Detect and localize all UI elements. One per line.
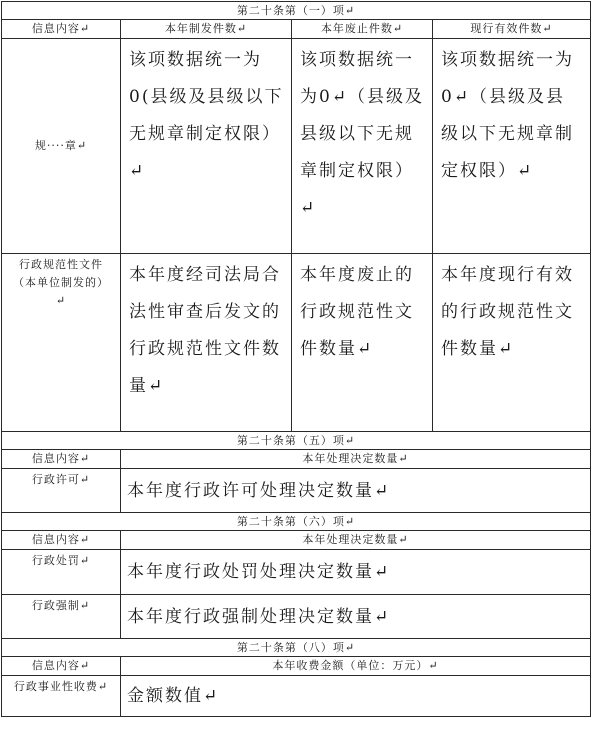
header-row xyxy=(2,531,591,550)
column-header: 信息内容↵ xyxy=(2,450,121,469)
column-header: 信息内容↵ xyxy=(2,531,121,550)
table-row xyxy=(2,254,591,432)
table-cell: 该项数据统一为0(县级及县级以下无规章制定权限）↵ xyxy=(121,39,292,254)
table-cell: 本年度现行有效的行政规范性文件数量↵ xyxy=(433,254,591,432)
row-label: 行政强制↵ xyxy=(2,595,121,639)
table-row xyxy=(2,39,591,254)
table-cell: 本年度行政许可处理决定数量↵ xyxy=(121,469,591,513)
row-label: 行政许可↵ xyxy=(2,469,121,513)
header-row xyxy=(2,20,591,39)
section-title: 第二十条第（八）项↵ xyxy=(2,639,591,657)
row-label: 行政事业性收费↵ xyxy=(2,676,121,717)
column-header: 信息内容↵ xyxy=(2,657,121,676)
table-cell: 本年度废止的行政规范性文件数量↵ xyxy=(292,254,433,432)
section-title-row xyxy=(2,2,591,20)
table-row xyxy=(2,469,591,513)
table-cell: 本年度行政强制处理决定数量↵ xyxy=(121,595,591,639)
table-cell: 该项数据统一为0↵（县级及县级以下无规章制定权限）↵ xyxy=(292,39,433,254)
column-header: 本年废止件数↵ xyxy=(292,20,433,39)
disclosure-table xyxy=(1,1,591,717)
table-cell: 本年度行政处罚处理决定数量↵ xyxy=(121,550,591,595)
column-header: 本年收费金额（单位：万元）↵ xyxy=(121,657,591,676)
section-title: 第二十条第（一）项↵ xyxy=(2,2,591,20)
section-title: 第二十条第（六）项↵ xyxy=(2,513,591,531)
column-header: 本年处理决定数量↵ xyxy=(121,450,591,469)
row-label: 行政处罚↵ xyxy=(2,550,121,595)
section-title: 第二十条第（五）项↵ xyxy=(2,432,591,450)
header-row xyxy=(2,657,591,676)
column-header: 本年处理决定数量↵ xyxy=(121,531,591,550)
table-cell: 本年度经司法局合法性审查后发文的行政规范性文件数量↵ xyxy=(121,254,292,432)
table-row xyxy=(2,676,591,717)
header-row xyxy=(2,450,591,469)
row-label: 规····章↵ xyxy=(2,39,121,254)
table-cell: 该项数据统一为0↵（县级及县级以下无规章制定权限）↵ xyxy=(433,39,591,254)
table-cell: 金额数值↵ xyxy=(121,676,591,717)
table-row xyxy=(2,550,591,595)
column-header: 信息内容↵ xyxy=(2,20,121,39)
column-header: 本年制发件数↵ xyxy=(121,20,292,39)
row-label: 行政规范性文件（本单位制发的）↵ xyxy=(2,254,121,432)
column-header: 现行有效件数↵ xyxy=(433,20,591,39)
section-title-row xyxy=(2,513,591,531)
section-title-row xyxy=(2,432,591,450)
table-row xyxy=(2,595,591,639)
section-title-row xyxy=(2,639,591,657)
